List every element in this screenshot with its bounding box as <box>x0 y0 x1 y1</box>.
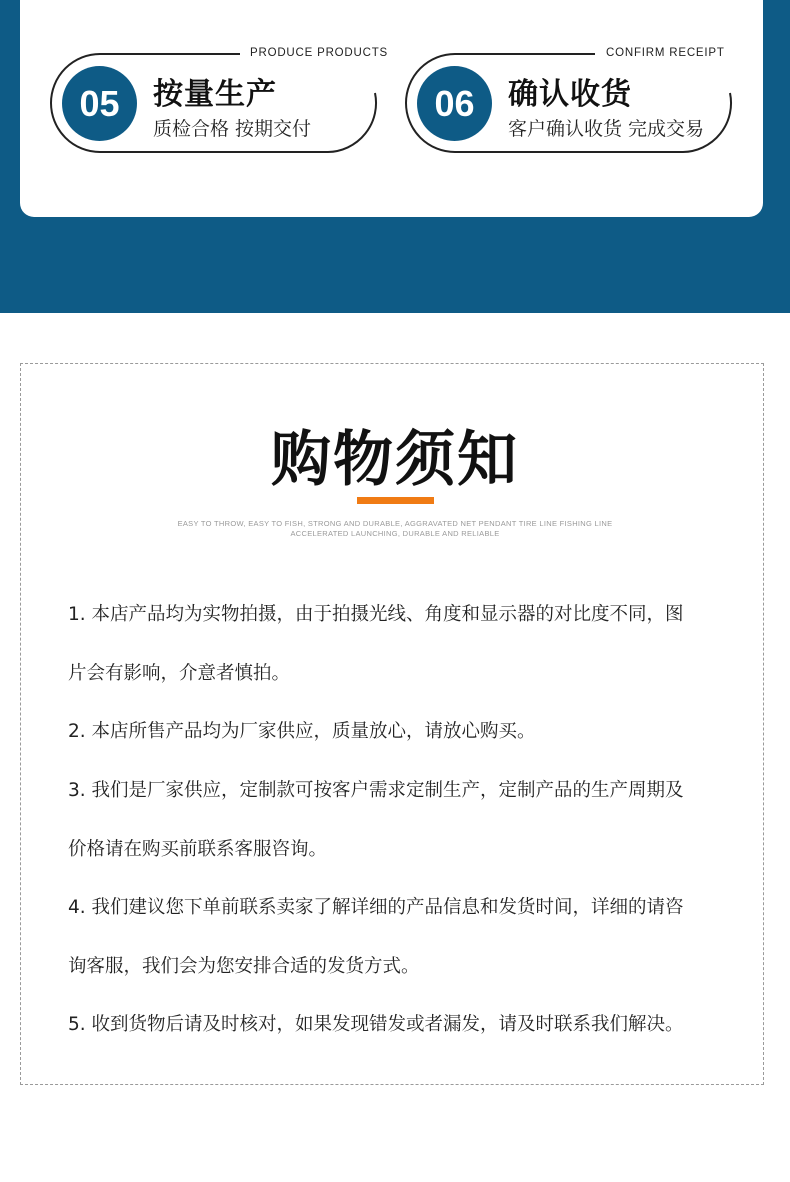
notice-line: 2. 本店所售产品均为厂家供应，质量放心，请放心购买。 <box>68 721 536 742</box>
notice-line: 1. 本店产品均为实物拍摄，由于拍摄光线、角度和显示器的对比度不同，图 <box>68 604 684 625</box>
notice-line: 询客服，我们会为您安排合适的发货方式。 <box>68 956 420 977</box>
english-caption-line: EASY TO THROW, EASY TO FISH, STRONG AND DURABLE, AGGRAVATED NET PENDANT TIRE LINE FISHING LINE <box>177 519 613 528</box>
step-number-badge: 06 <box>417 66 492 141</box>
notice-line: 片会有影响，介意者慎拍。 <box>68 663 291 684</box>
english-caption <box>0 519 790 539</box>
notice-line: 4. 我们建议您下单前联系卖家了解详细的产品信息和发货时间，详细的请咨 <box>68 897 684 918</box>
process-step-05 <box>50 47 389 153</box>
notice-line: 5. 收到货物后请及时核对，如果发现错发或者漏发，请及时联系我们解决。 <box>68 1014 684 1035</box>
notice-line: 3. 我们是厂家供应，定制款可按客户需求定制生产，定制产品的生产周期及 <box>68 780 684 801</box>
step-title: 确认收货 <box>508 77 632 112</box>
step-subtitle: 客户确认收货 完成交易 <box>508 118 705 140</box>
step-subtitle: 质检合格 按期交付 <box>153 118 312 140</box>
process-step-06 <box>405 47 733 153</box>
title-accent-bar <box>357 497 434 504</box>
step-number-badge: 05 <box>62 66 137 141</box>
step-english-tag: CONFIRM RECEIPT <box>602 47 729 59</box>
notice-line: 价格请在购买前联系客服咨询。 <box>68 839 328 860</box>
english-caption-line: ACCELERATED LAUNCHING, DURABLE AND RELIABLE <box>290 529 500 538</box>
step-english-tag: PRODUCE PRODUCTS <box>246 47 392 59</box>
step-title: 按量生产 <box>153 77 277 112</box>
notice-title: 购物须知 <box>271 425 519 495</box>
